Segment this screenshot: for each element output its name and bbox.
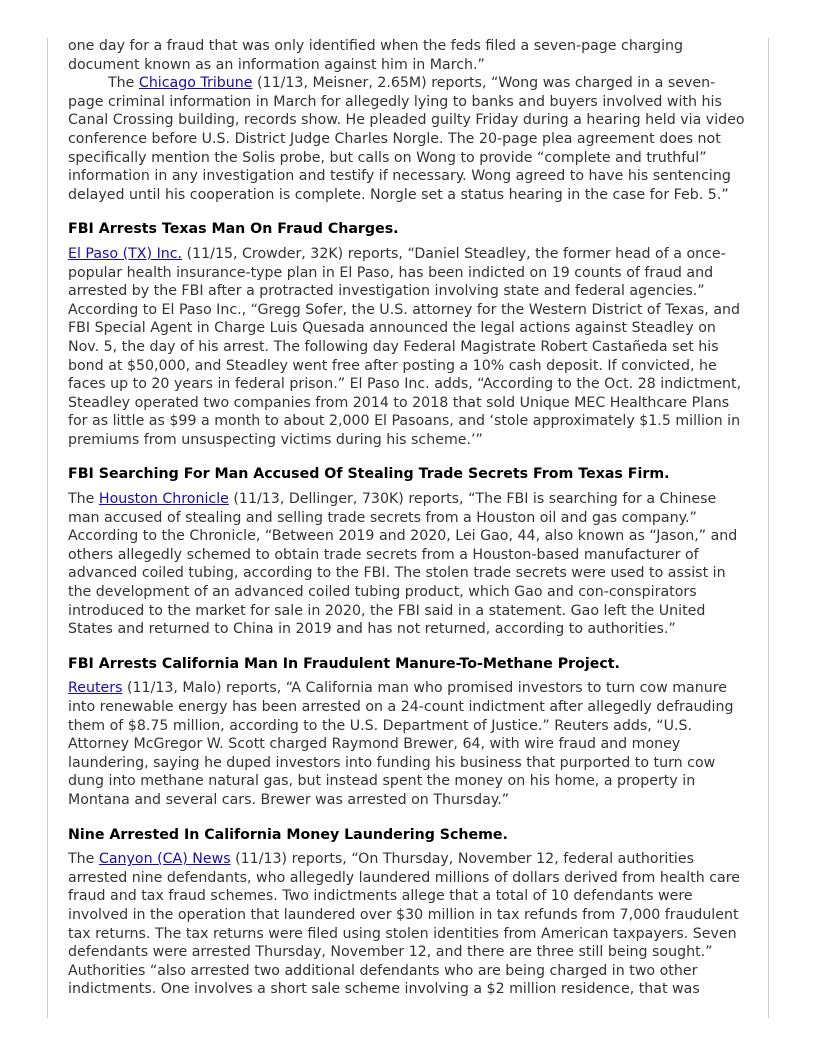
continuation-paragraph: one day for a fraud that was only identified when the feds filed a seven-page charging document known as an information against him in March.” <box>68 38 684 73</box>
paragraph-prefix: The <box>108 75 139 92</box>
paragraph-body: (11/13, Meisner, 2.65M) reports, “Wong was charged in a seven-page criminal information in March for allegedly lying to banks and buyers involved with his Canal Crossing building, records show. He pleaded guilty Friday during a hearing held via video conference before U.S. District Judge Charles Norgle. The 20-page plea agreement does not specifically mention the Solis probe, but calls on Wong to provide “complete and truthful” information in any investigation and testify if necessary. Wong agreed to have his sentencing delayed until his cooperation is complete. Norgle set a status hearing in the case for Feb. 5.” <box>68 75 745 203</box>
paragraph-body: (11/15, Crowder, 32K) reports, “Daniel Steadley, the former head of a once-popular health insurance-type plan in El Paso, has been indicted on 19 counts of fraud and arrested by the FBI after a protracted investigation involving state and federal agencies.” According to El Paso Inc., “Gregg Sofer, the U.S. attorney for the Western District of Texas, and FBI Special Agent in Charge Luis Quesada announced the legal actions against Steadley on Nov. 5, the day of his arrest. The following day Federal Magistrate Robert Castañeda set his bond at $50,000, and Steadley went free after posting a 10% cash deposit. If convicted, he faces up to 20 years in federal prison.” El Paso Inc. adds, “According to the Oct. 28 indictment, Steadley operated two companies from 2014 to 2018 that sold Unique MEC Healthcare Plans for as little as $99 a month to about 2,000 El Pasoans, and ‘stole approximately $1.5 million in premiums from unsuspecting victims during his scheme.’” <box>68 245 742 448</box>
headline-texas-fraud: FBI Arrests Texas Man On Fraud Charges. <box>68 221 399 238</box>
headline-money-laundering: Nine Arrested In California Money Laundering Scheme. <box>68 826 508 843</box>
chicago-tribune-link[interactable]: Chicago Tribune <box>138 75 253 92</box>
paragraph-body: (11/13) reports, “On Thursday, November 12, federal authorities arrested nine defendants, who allegedly laundered millions of dollars derived from health care fraud and tax fraud schemes. Two indictments allege that a total of 10 defendants were involved in the operation that laundered over $30 million in tax refunds from 7,000 fraudulent tax returns. The tax returns were filed using stolen identities from American taxpayers. Seven defendants were arrested Thursday, November 12, and there are three still being sought.” Authorities “also arrested two additional defendants who are being charged in two other indictments. One involves a short sale scheme involving a $2 million residence, that was <box>68 851 740 998</box>
canyon-news-link[interactable]: Canyon (CA) News <box>98 851 231 868</box>
article-manure-methane <box>68 679 750 809</box>
left-margin-rule <box>47 38 48 1018</box>
tribune-paragraph <box>68 74 750 204</box>
article-money-laundering <box>68 850 750 999</box>
right-margin-rule <box>768 38 769 1018</box>
paragraph-prefix: The <box>68 851 99 868</box>
houston-chronicle-link[interactable]: Houston Chronicle <box>98 491 229 508</box>
reuters-link[interactable]: Reuters <box>68 680 123 697</box>
article-trade-secrets <box>68 490 750 639</box>
headline-manure-methane: FBI Arrests California Man In Fraudulent Manure-To-Methane Project. <box>68 655 620 672</box>
paragraph-prefix: The <box>68 491 99 508</box>
paragraph-body: (11/13, Malo) reports, “A California man who promised investors to turn cow manure into renewable energy has been arrested on a 24-count indictment after allegedly defrauding them of $8.75 million, according to the U.S. Department of Justice.” Reuters adds, “U.S. Attorney McGregor W. Scott charged Raymond Brewer, 64, with wire fraud and money laundering, saying he duped investors into funding his business that purported to turn cow dung into methane natural gas, but instead spent the money on his home, a property in Montana and several cars. Brewer was arrested on Thursday.” <box>68 680 734 808</box>
headline-trade-secrets: FBI Searching For Man Accused Of Stealing Trade Secrets From Texas Firm. <box>68 466 670 483</box>
document-body <box>68 37 750 999</box>
paragraph-body: (11/13, Dellinger, 730K) reports, “The FBI is searching for a Chinese man accused of stealing and selling trade secrets from a Houston oil and gas company.” According to the Chronicle, “Between 2019 and 2020, Lei Gao, 44, also known as “Jason,” and others allegedly schemed to obtain trade secrets from a Houston-based manufacturer of advanced coiled tubing, according to the FBI. The stolen trade secrets were used to assist in the development of an advanced coiled tubing product, which Gao and con-conspirators introduced to the market for sale in 2020, the FBI said in a statement. Gao left the United States and returned to China in 2019 and has not returned, according to authorities.” <box>68 491 738 638</box>
el-paso-inc-link[interactable]: El Paso (TX) Inc. <box>68 245 183 262</box>
article-texas-fraud <box>68 245 750 450</box>
